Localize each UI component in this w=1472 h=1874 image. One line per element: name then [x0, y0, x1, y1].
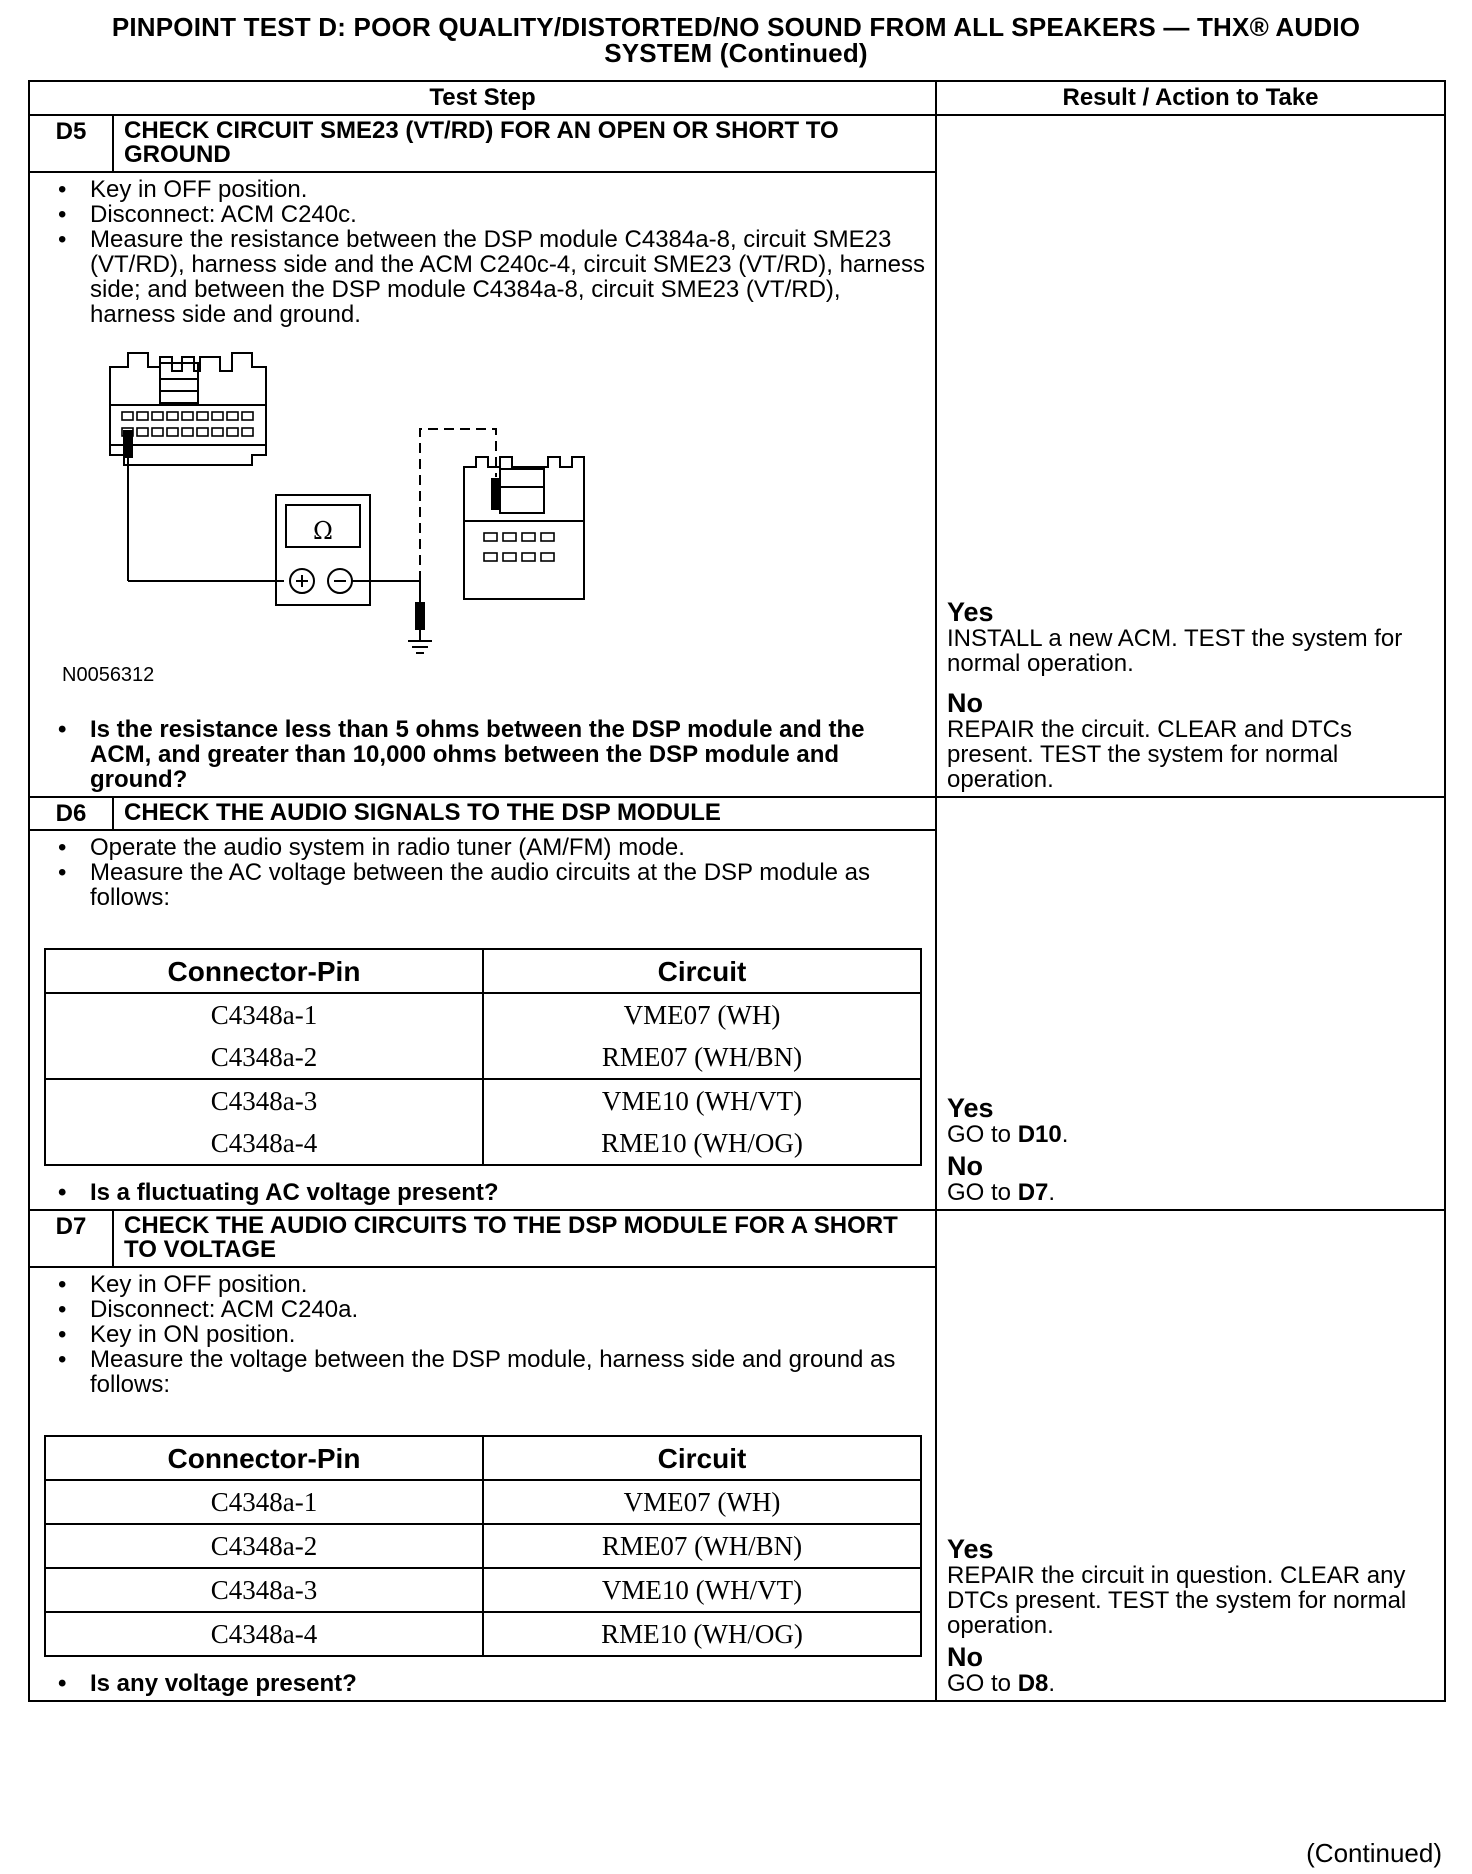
yes-label: Yes	[947, 1093, 994, 1123]
circuit-cell: RME10 (WH/OG)	[483, 1612, 921, 1656]
no-action: GO to D8.	[947, 1670, 1056, 1697]
step-d5-heading-row	[29, 115, 1445, 172]
page-title	[30, 14, 1442, 66]
no-action: GO to D7.	[947, 1179, 1056, 1206]
table-row	[45, 1612, 921, 1656]
resistance-measurement-diagram	[40, 327, 925, 717]
table-header-row	[29, 81, 1445, 115]
circuit-cell: RME07 (WH/BN)	[483, 1524, 921, 1568]
step-id: D5	[29, 115, 113, 172]
step-d5-result	[936, 115, 1445, 797]
pin-cell: C4348a-3	[45, 1568, 483, 1612]
no-target: D7	[1017, 1179, 1049, 1206]
ohm-symbol: Ω	[313, 517, 333, 545]
step-id: D7	[29, 1210, 113, 1267]
pin-cell: C4348a-2	[45, 1036, 483, 1079]
wiring-diagram	[60, 349, 680, 689]
circuit-cell: VME10 (WH/VT)	[483, 1568, 921, 1612]
column-header: Connector-Pin	[45, 1436, 483, 1480]
circuit-cell: RME07 (WH/BN)	[483, 1036, 921, 1079]
step-d6-body	[29, 830, 936, 1210]
step-heading: CHECK THE AUDIO CIRCUITS TO THE DSP MODULE FOR A SHORT TO VOLTAGE	[113, 1210, 936, 1267]
table-row	[45, 1524, 921, 1568]
step-question: • Is the resistance less than 5 ohms between the DSP module and the ACM, and greater than 10,000 ohms between the DSP module and ground?	[40, 717, 925, 792]
no-label: No	[947, 688, 983, 718]
table-row	[45, 1036, 921, 1079]
instruction-list	[40, 835, 925, 910]
table-row	[45, 993, 921, 1036]
yes-action: REPAIR the circuit in question. CLEAR any DTCs present. TEST the system for normal operation.	[947, 1562, 1407, 1639]
no-target: D8	[1017, 1670, 1049, 1697]
no-label: No	[947, 1642, 983, 1672]
yes-action: INSTALL a new ACM. TEST the system for normal operation.	[947, 625, 1403, 677]
pin-cell: C4348a-4	[45, 1122, 483, 1165]
continued-label: (Continued)	[1306, 1838, 1442, 1868]
step-heading: CHECK THE AUDIO SIGNALS TO THE DSP MODULE	[113, 797, 936, 830]
yes-action-text: GO to	[947, 1121, 1018, 1148]
figure-id: N0056312	[62, 664, 155, 686]
step-question: • Is a fluctuating AC voltage present?	[40, 1180, 925, 1205]
table-header-row	[45, 1436, 921, 1480]
table-row	[45, 1079, 921, 1122]
pin-cell: C4348a-1	[45, 993, 483, 1036]
step-id: D6	[29, 797, 113, 830]
step-d7-heading-row	[29, 1210, 1445, 1267]
yes-label: Yes	[947, 1534, 994, 1564]
connector-pin-table	[44, 1435, 922, 1657]
yes-target: D10	[1017, 1121, 1062, 1148]
instruction-item: • Disconnect: ACM C240a.	[40, 1297, 925, 1322]
title-line-1: PINPOINT TEST D: POOR QUALITY/DISTORTED/NO SOUND FROM ALL SPEAKERS — THX® AUDIO	[111, 12, 1361, 42]
instruction-item: • Key in OFF position.	[40, 177, 925, 202]
step-heading: CHECK CIRCUIT SME23 (VT/RD) FOR AN OPEN OR SHORT TO GROUND	[113, 115, 936, 172]
result-header: Result / Action to Take	[936, 81, 1445, 115]
no-action: REPAIR the circuit. CLEAR and DTCs present. TEST the system for normal operation.	[947, 716, 1353, 793]
step-d7-body	[29, 1267, 936, 1701]
table-row	[45, 1568, 921, 1612]
circuit-cell: VME10 (WH/VT)	[483, 1079, 921, 1122]
pinpoint-test-table	[28, 80, 1446, 1702]
step-d6-result	[936, 797, 1445, 1210]
instruction-item: • Measure the voltage between the DSP module, harness side and ground as follows:	[40, 1347, 925, 1397]
table-row	[45, 1122, 921, 1165]
yes-label: Yes	[947, 597, 994, 627]
yes-action: GO to D10.	[947, 1121, 1069, 1148]
instruction-item: • Key in OFF position.	[40, 1272, 925, 1297]
instruction-item: • Disconnect: ACM C240c.	[40, 202, 925, 227]
question-list	[40, 1180, 925, 1205]
circuit-cell: RME10 (WH/OG)	[483, 1122, 921, 1165]
step-d7-result	[936, 1210, 1445, 1701]
pin-cell: C4348a-1	[45, 1480, 483, 1524]
table-row	[45, 1480, 921, 1524]
title-line-2: SYSTEM (Continued)	[604, 38, 868, 68]
question-list	[40, 1671, 925, 1696]
step-d5-body	[29, 172, 936, 797]
column-header: Connector-Pin	[45, 949, 483, 993]
instruction-item: • Measure the AC voltage between the audio circuits at the DSP module as follows:	[40, 860, 925, 910]
step-d6-heading-row	[29, 797, 1445, 830]
table-header-row	[45, 949, 921, 993]
instruction-item: • Operate the audio system in radio tuner (AM/FM) mode.	[40, 835, 925, 860]
circuit-cell: VME07 (WH)	[483, 993, 921, 1036]
no-action-text: GO to	[947, 1670, 1018, 1697]
instruction-item: • Key in ON position.	[40, 1322, 925, 1347]
circuit-cell: VME07 (WH)	[483, 1480, 921, 1524]
no-action-text: GO to	[947, 1179, 1018, 1206]
pin-cell: C4348a-3	[45, 1079, 483, 1122]
no-label: No	[947, 1151, 983, 1181]
instruction-list	[40, 177, 925, 327]
step-question: • Is any voltage present?	[40, 1671, 925, 1696]
connector-pin-table	[44, 948, 922, 1166]
test-step-header: Test Step	[29, 81, 936, 115]
pin-cell: C4348a-4	[45, 1612, 483, 1656]
instruction-list	[40, 1272, 925, 1397]
column-header: Circuit	[483, 949, 921, 993]
pin-cell: C4348a-2	[45, 1524, 483, 1568]
instruction-item: • Measure the resistance between the DSP module C4384a-8, circuit SME23 (VT/RD), harness side and the ACM C240c-4, circuit SME23 (VT/RD), harness side; and between the DSP module C4384a-8, circuit SME23 (VT/RD), harness side and ground.	[40, 227, 925, 327]
question-list	[40, 717, 925, 792]
column-header: Circuit	[483, 1436, 921, 1480]
